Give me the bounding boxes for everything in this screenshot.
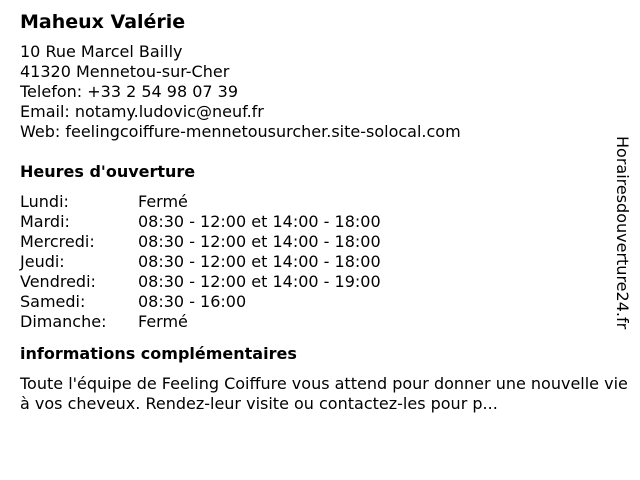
hours-time: 08:30 - 12:00 et 14:00 - 18:00 [138,232,381,251]
hours-time: Fermé [138,312,188,331]
email-line: Email: notamy.ludovic@neuf.fr [20,102,264,121]
hours-day: Vendredi: [20,272,96,291]
hours-day: Lundi: [20,192,69,211]
hours-row [20,252,381,272]
hours-day: Dimanche: [20,312,107,331]
hours-time: 08:30 - 16:00 [138,292,247,311]
address-city: 41320 Mennetou-sur-Cher [20,62,230,81]
site-watermark: Horairesdouverture24.fr [613,136,632,330]
hours-day: Samedi: [20,292,86,311]
hours-time: 08:30 - 12:00 et 14:00 - 18:00 [138,212,381,231]
hours-row [20,312,381,332]
hours-day: Mardi: [20,212,70,231]
hours-time: 08:30 - 12:00 et 14:00 - 19:00 [138,272,381,291]
hours-row [20,292,381,312]
opening-hours-heading: Heures d'ouverture [20,162,196,181]
hours-row [20,232,381,252]
opening-hours-table [20,192,381,332]
hours-day: Jeudi: [20,252,65,271]
additional-info-heading: informations complémentaires [20,344,297,363]
business-description: Toute l'équipe de Feeling Coiffure vous attend pour donner une nouvelle vie à vos cheveux. Rendez-leur visite ou contactez-les pour p... [20,374,628,413]
hours-time: 08:30 - 12:00 et 14:00 - 18:00 [138,252,381,271]
business-name: Maheux Valérie [20,11,186,33]
address-street: 10 Rue Marcel Bailly [20,42,183,61]
hours-row [20,192,381,212]
hours-time: Fermé [138,192,188,211]
website-line: Web: feelingcoiffure-mennetousurcher.site-solocal.com [20,122,461,141]
hours-day: Mercredi: [20,232,95,251]
phone-line: Telefon: +33 2 54 98 07 39 [20,82,239,101]
hours-row [20,272,381,292]
hours-row [20,212,381,232]
